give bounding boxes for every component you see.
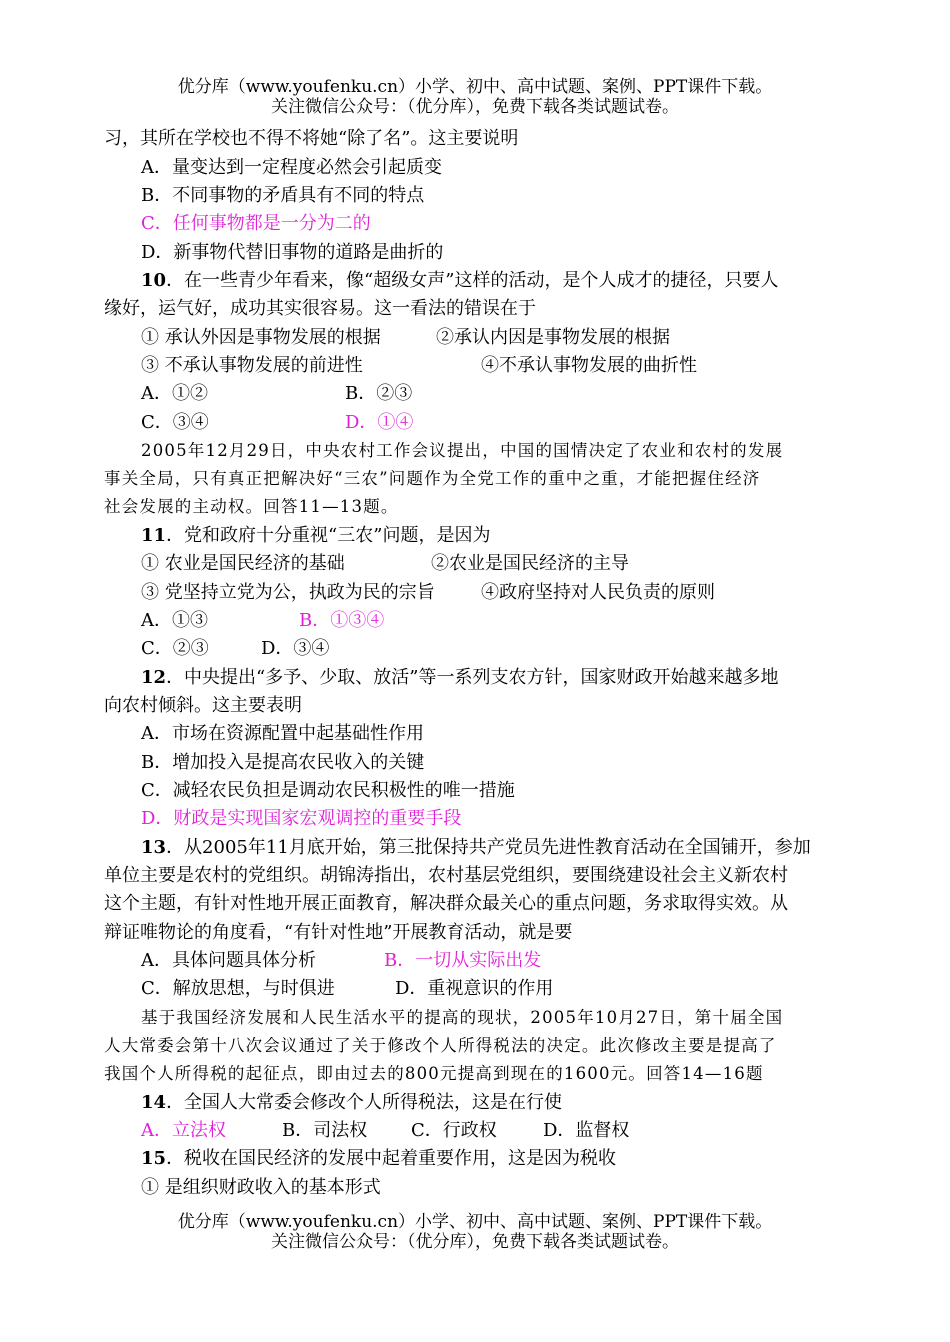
- q12-stem-line-1: [141, 665, 778, 691]
- q12-option-c: C．减轻农民负担是调动农民积极性的唯一措施: [141, 780, 515, 801]
- q11-number: 11: [141, 525, 167, 546]
- q14-option-a-answer: A．立法权: [141, 1120, 226, 1141]
- q13-stem-line-1: [141, 835, 811, 861]
- q13-stem-line-3: 这个主题，有针对性地开展正面教育，解决群众最关心的重点问题，务求取得实效。从: [104, 893, 788, 914]
- q15-stem: [141, 1146, 616, 1172]
- q10-item-3: ③ 不承认事物发展的前进性: [141, 355, 363, 376]
- footer-line-2: 关注微信公众号：（优分库），免费下载各类试题试卷。: [271, 1232, 679, 1252]
- q13-option-c: C．解放思想，与时俱进: [141, 978, 335, 999]
- q12-number: 12: [141, 667, 167, 688]
- header-line-1: 优分库（www.youfenku.cn）小学、初中、高中试题、案例、PPT课件下载。: [177, 77, 773, 97]
- q10-option-c: C．③④: [141, 412, 209, 433]
- material-2-line-2: 人大常委会第十八次会议通过了关于修改个人所得税法的决定。此次修改主要是提高了: [104, 1036, 777, 1055]
- q10-item-1: ① 承认外因是事物发展的根据: [141, 327, 381, 348]
- q13-stem-line-2: 单位主要是农村的党组织。胡锦涛指出，农村基层党组织，要围绕建设社会主义新农村: [104, 865, 788, 886]
- q12-option-d-answer: D．财政是实现国家宏观调控的重要手段: [141, 808, 462, 829]
- q10-option-a: A．①②: [141, 383, 208, 404]
- q10-option-d-answer: D．①④: [345, 412, 414, 433]
- material-1-line-1: 2005年12月29日，中央农村工作会议提出，中国的国情决定了农业和农村的发展: [141, 441, 784, 460]
- q14-option-b: B．司法权: [282, 1120, 368, 1141]
- q9-option-a: A．量变达到一定程度必然会引起质变: [141, 157, 442, 178]
- material-2-line-3: 我国个人所得税的起征点，即由过去的800元提高到现在的1600元。回答14—16题: [104, 1064, 764, 1083]
- q13-number: 13: [141, 837, 167, 858]
- q14-option-d: D．监督权: [543, 1120, 630, 1141]
- q14-option-c: C．行政权: [411, 1120, 497, 1141]
- material-2-line-1: 基于我国经济发展和人民生活水平的提高的现状，2005年10月27日，第十届全国: [141, 1008, 784, 1027]
- q10-stem-line-2: 缘好，运气好，成功其实很容易。这一看法的错误在于: [104, 298, 536, 319]
- q12-option-b: B．增加投入是提高农民收入的关键: [141, 752, 425, 773]
- q11-item-1: ① 农业是国民经济的基础: [141, 553, 345, 574]
- q9-option-c-answer: C．任何事物都是一分为二的: [141, 213, 371, 234]
- q13-option-b-answer: B．一切从实际出发: [384, 950, 542, 971]
- q11-option-c: C．②③: [141, 638, 209, 659]
- q12-stem-line-2: 向农村倾斜。这主要表明: [104, 695, 302, 716]
- q11-option-a: A．①③: [141, 610, 208, 631]
- material-1-line-2: 事关全局，只有真正把解决好“三农”问题作为全党工作的重中之重，才能把握住经济: [104, 469, 761, 488]
- q13-stem-line-4: 辩证唯物论的角度看，“有针对性地”开展教育活动，就是要: [104, 922, 573, 943]
- q10-number: 10: [141, 270, 167, 291]
- q10-item-4: ④不承认事物发展的曲折性: [481, 355, 697, 376]
- q13-stem-text: ．从2005年11月底开始，第三批保持共产党员先进性教育活动在全国铺开，参加: [166, 837, 811, 858]
- q15-stem-text: ．税收在国民经济的发展中起着重要作用，这是因为税收: [166, 1148, 617, 1169]
- q9-option-d: D．新事物代替旧事物的道路是曲折的: [141, 242, 444, 263]
- q14-number: 14: [141, 1092, 167, 1113]
- q9-stem-tail: 习，其所在学校也不得不将她“除了名”。这主要说明: [104, 128, 519, 149]
- q11-stem: [141, 523, 490, 549]
- footer-line-1: 优分库（www.youfenku.cn）小学、初中、高中试题、案例、PPT课件下载。: [177, 1212, 773, 1232]
- q12-option-a: A．市场在资源配置中起基础性作用: [141, 723, 424, 744]
- q15-number: 15: [141, 1148, 167, 1169]
- q11-item-3: ③ 党坚持立党为公，执政为民的宗旨: [141, 582, 435, 603]
- q11-option-d: D．③④: [261, 638, 330, 659]
- q11-stem-text: ．党和政府十分重视“三农”问题，是因为: [166, 525, 491, 546]
- q13-option-d: D．重视意识的作用: [395, 978, 554, 999]
- q14-stem-text: ．全国人大常委会修改个人所得税法，这是在行使: [166, 1092, 563, 1113]
- q11-item-4: ④政府坚持对人民负责的原则: [481, 582, 715, 603]
- q11-option-b-answer: B．①③④: [299, 610, 385, 631]
- q15-item-1: ① 是组织财政收入的基本形式: [141, 1177, 381, 1198]
- q13-option-a: A．具体问题具体分析: [141, 950, 316, 971]
- q11-item-2: ②农业是国民经济的主导: [431, 553, 629, 574]
- material-1-line-3: 社会发展的主动权。回答11—13题。: [104, 497, 399, 516]
- q10-stem-line-1: [141, 268, 778, 294]
- q12-stem-text: ．中央提出“多予、少取、放活”等一系列支农方针，国家财政开始越来越多地: [166, 667, 779, 688]
- header-line-2: 关注微信公众号：（优分库），免费下载各类试题试卷。: [271, 97, 679, 117]
- q10-item-2: ②承认内因是事物发展的根据: [436, 327, 670, 348]
- q9-option-b: B．不同事物的矛盾具有不同的特点: [141, 185, 425, 206]
- q10-option-b: B．②③: [345, 383, 413, 404]
- q14-stem: [141, 1090, 562, 1116]
- q10-stem-text: ．在一些青少年看来，像“超级女声”这样的活动，是个人成才的捷径，只要人: [166, 270, 779, 291]
